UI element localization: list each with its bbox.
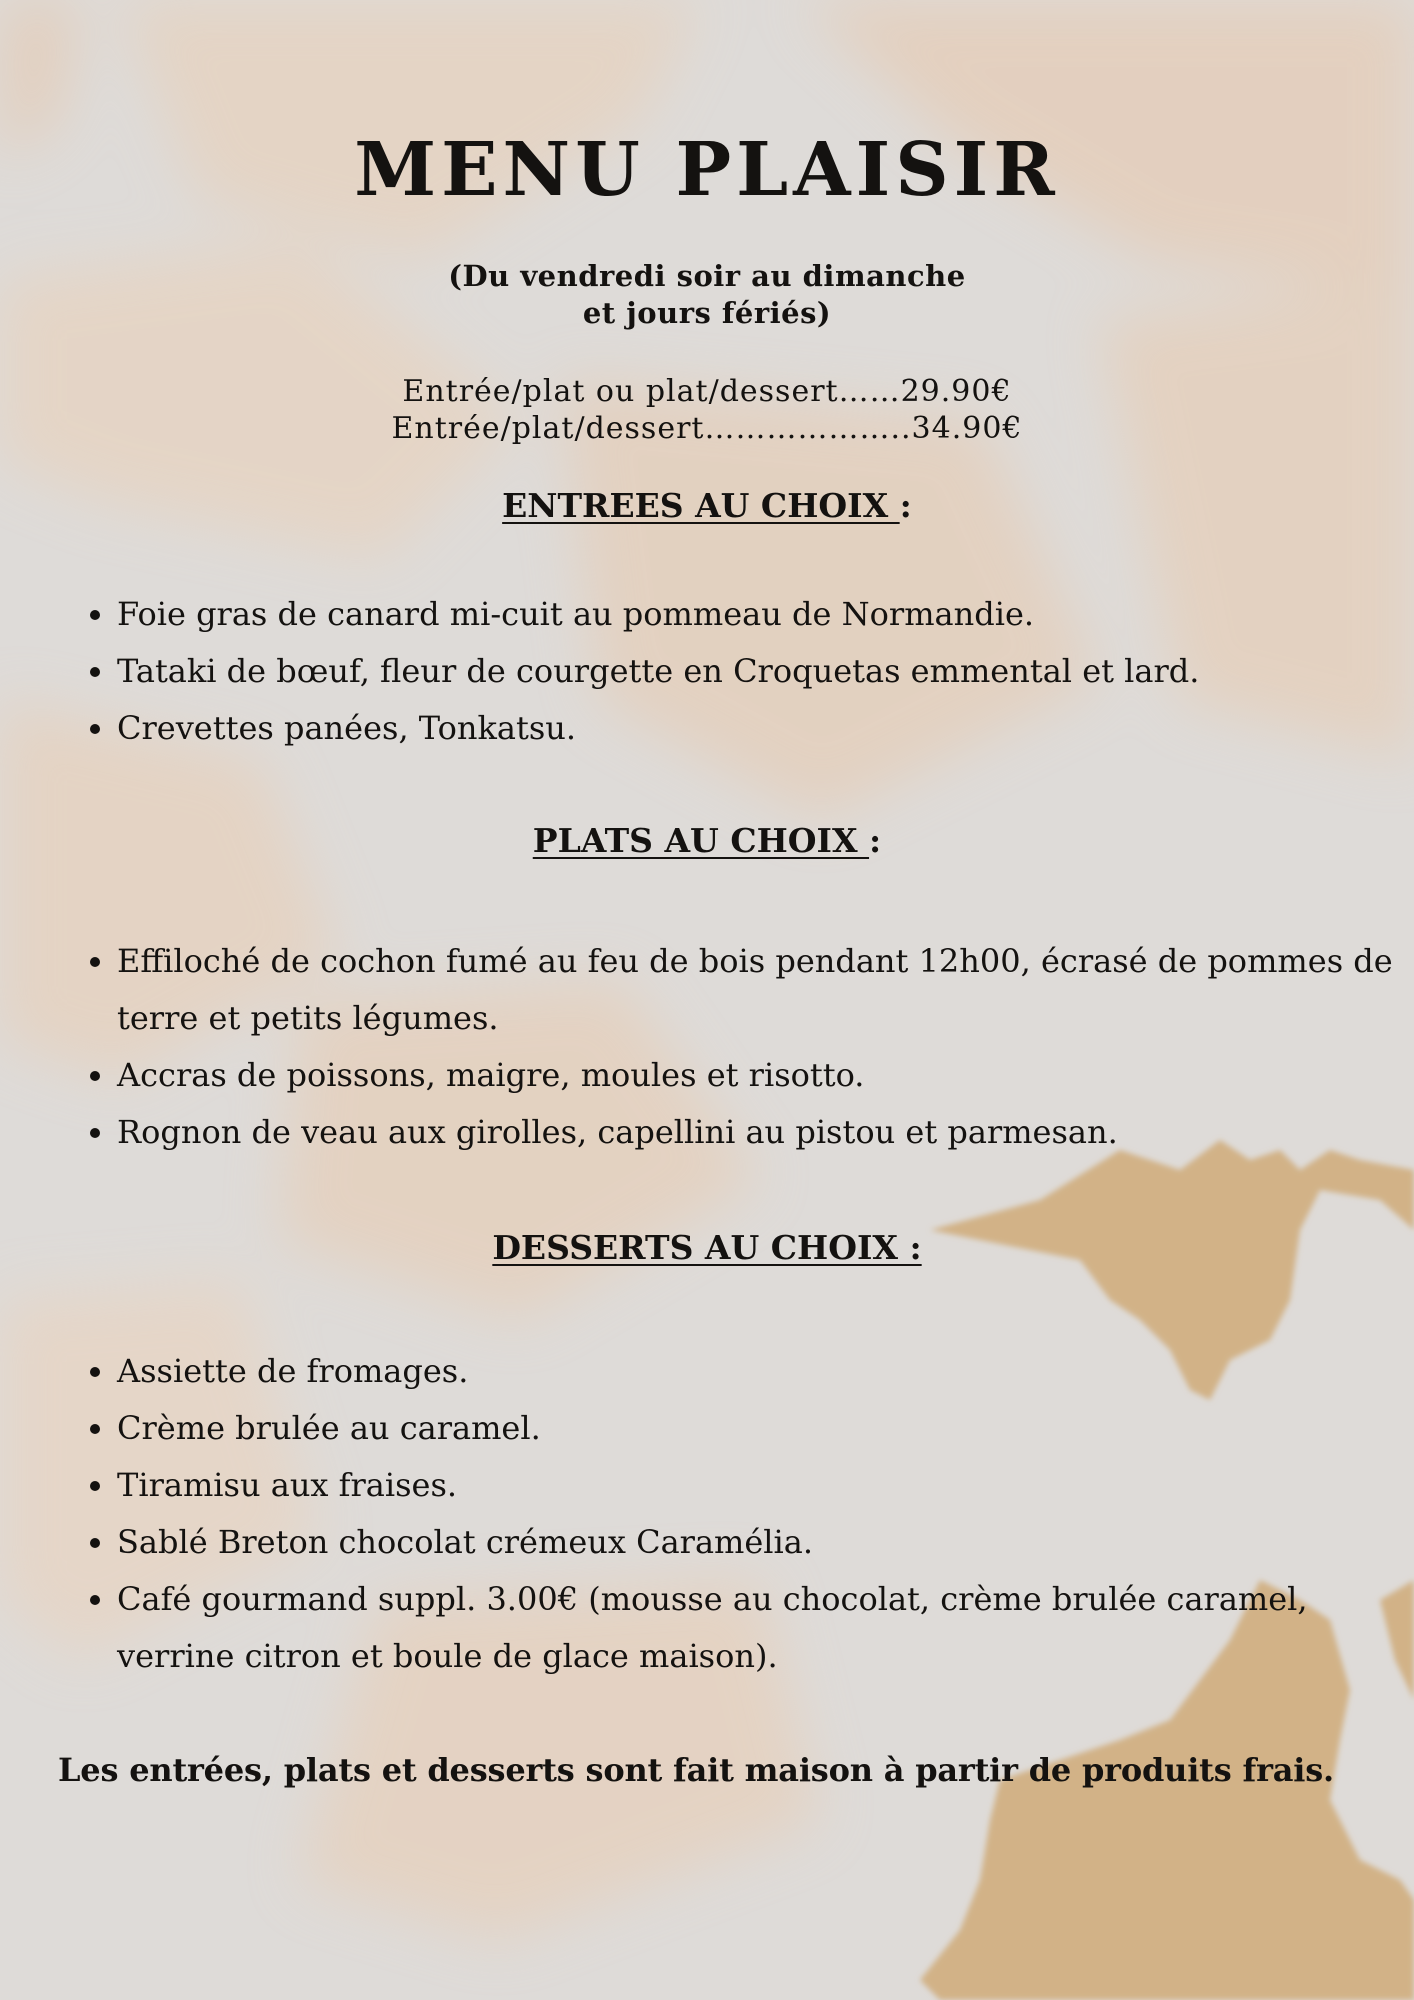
price-two-courses: Entrée/plat ou plat/dessert……29.90€ bbox=[402, 374, 1012, 409]
price-list bbox=[0, 373, 1414, 447]
list-item: • Effiloché de cochon fumé au feu de bois pendant 12h00, écrasé de pommes de terre et petits légumes. bbox=[117, 933, 1414, 1047]
section-heading-entrees-colon: : bbox=[899, 486, 912, 525]
homemade-footer-note: Les entrées, plats et desserts sont fait maison à partir de produits frais. bbox=[58, 1751, 1334, 1789]
page-title: MENU PLAISIR bbox=[354, 127, 1060, 213]
list-item: • Accras de poissons, maigre, moules et risotto. bbox=[117, 1047, 1414, 1104]
section-heading-desserts bbox=[0, 1227, 1414, 1269]
list-item: • Foie gras de canard mi-cuit au pommeau de Normandie. bbox=[117, 586, 1414, 643]
list-item: • Crevettes panées, Tonkatsu. bbox=[117, 700, 1414, 757]
list-item: • Crème brulée au caramel. bbox=[117, 1400, 1414, 1457]
availability-note bbox=[0, 258, 1414, 332]
section-heading-plats bbox=[0, 820, 1414, 862]
entrees-list bbox=[58, 586, 1414, 757]
list-item: • Rognon de veau aux girolles, capellini au pistou et parmesan. bbox=[117, 1104, 1414, 1161]
section-heading-plats-colon: : bbox=[869, 821, 882, 860]
section-heading-entrees-label: ENTREES AU CHOIX bbox=[502, 486, 900, 525]
availability-line-2: et jours fériés) bbox=[582, 296, 832, 330]
desserts-list bbox=[58, 1343, 1414, 1685]
section-heading-desserts-label: DESSERTS AU CHOIX : bbox=[492, 1228, 922, 1267]
list-item: • Tataki de bœuf, fleur de courgette en Croquetas emmental et lard. bbox=[117, 643, 1414, 700]
availability-line-1: (Du vendredi soir au dimanche bbox=[448, 259, 966, 293]
list-item: • Sablé Breton chocolat crémeux Caramélia. bbox=[117, 1514, 1414, 1571]
section-heading-entrees bbox=[0, 485, 1414, 527]
list-item: • Assiette de fromages. bbox=[117, 1343, 1414, 1400]
list-item: • Tiramisu aux fraises. bbox=[117, 1457, 1414, 1514]
section-heading-plats-label: PLATS AU CHOIX bbox=[532, 821, 870, 860]
plats-list bbox=[58, 933, 1414, 1161]
list-item: • Café gourmand suppl. 3.00€ (mousse au chocolat, crème brulée caramel, verrine citron et boule de glace maison). bbox=[117, 1571, 1414, 1685]
price-three-courses: Entrée/plat/dessert………………..34.90€ bbox=[391, 411, 1023, 446]
